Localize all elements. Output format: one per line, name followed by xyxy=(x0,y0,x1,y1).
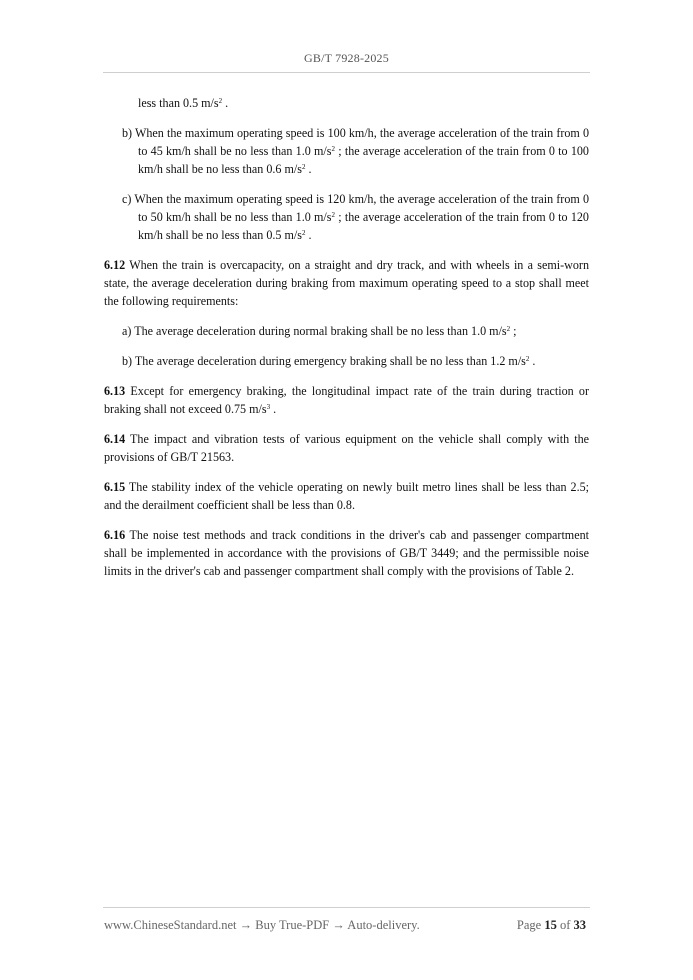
document-body xyxy=(104,94,589,592)
clause-number: 6.15 xyxy=(104,480,126,494)
site-link[interactable]: www.ChineseStandard.net xyxy=(104,918,237,932)
list-item-c: c) When the maximum operating speed is 120 km/h, the average acceleration of the train from 0 to 50 km/h shall be no less than 1.0 $m/s^2$ ; the average acceleration of the train from 0 to 120 km/h shall be no less than 0.5 $m/s^2$ . xyxy=(122,192,589,242)
buy-true-pdf-link[interactable]: Buy True-PDF xyxy=(252,918,333,932)
clause-6-16: 6.16 The noise test methods and track conditions in the driver's cab and passenger compartment shall be implemented in accordance with the provisions of GB/T 3449; and the permissible noise limits in the driver's cab and passenger compartment shall comply with the provisions of Table 2. xyxy=(104,528,589,578)
footer-links xyxy=(104,918,420,933)
clause-number: 6.16 xyxy=(104,528,126,542)
continuation-line: less than 0.5 $m/s^2$ . xyxy=(138,96,229,110)
list-item-612a: a) The average deceleration during normal braking shall be no less than 1.0 $m/s^2$ ; xyxy=(122,324,517,338)
clause-6-12: 6.12 When the train is overcapacity, on a straight and dry track, and with wheels in a semi-worn state, the average deceleration during braking from maximum operating speed to a stop shall meet the following requirements: xyxy=(104,258,589,308)
clause-6-13: 6.13 Except for emergency braking, the longitudinal impact rate of the train during traction or braking shall not exceed 0.75 $m/s^3$ . xyxy=(104,384,589,416)
clause-number: 6.13 xyxy=(104,384,126,398)
clause-number: 6.12 xyxy=(104,258,126,272)
page-number: 15 xyxy=(544,918,557,932)
arrow-right-icon: → xyxy=(239,918,253,932)
header-rule xyxy=(103,72,590,73)
page-total: 33 xyxy=(573,918,586,932)
page-indicator: Page 15 of 33 xyxy=(516,918,586,932)
auto-delivery-text: Auto-delivery. xyxy=(344,918,420,932)
arrow-right-icon: → xyxy=(332,918,345,932)
clause-6-15: 6.15 The stability index of the vehicle operating on newly built metro lines shall be less than 2.5; and the derailment coefficient shall be less than 0.8. xyxy=(104,480,589,512)
clause-number: 6.14 xyxy=(104,432,126,446)
list-item-612b: b) The average deceleration during emergency braking shall be no less than 1.2 $m/s^2$ . xyxy=(122,354,536,368)
list-item-b: b) When the maximum operating speed is 100 km/h, the average acceleration of the train from 0 to 45 km/h shall be no less than 1.0 $m/s^2$ ; the average acceleration of the train from 0 to 100 km/h shall be no less than 0.6 $m/s^2$ . xyxy=(122,126,589,176)
clause-6-14: 6.14 The impact and vibration tests of various equipment on the vehicle shall comply with the provisions of GB/T 21563. xyxy=(104,432,589,464)
footer-rule xyxy=(103,907,590,908)
page-header: GB/T 7928-2025 xyxy=(304,51,389,65)
